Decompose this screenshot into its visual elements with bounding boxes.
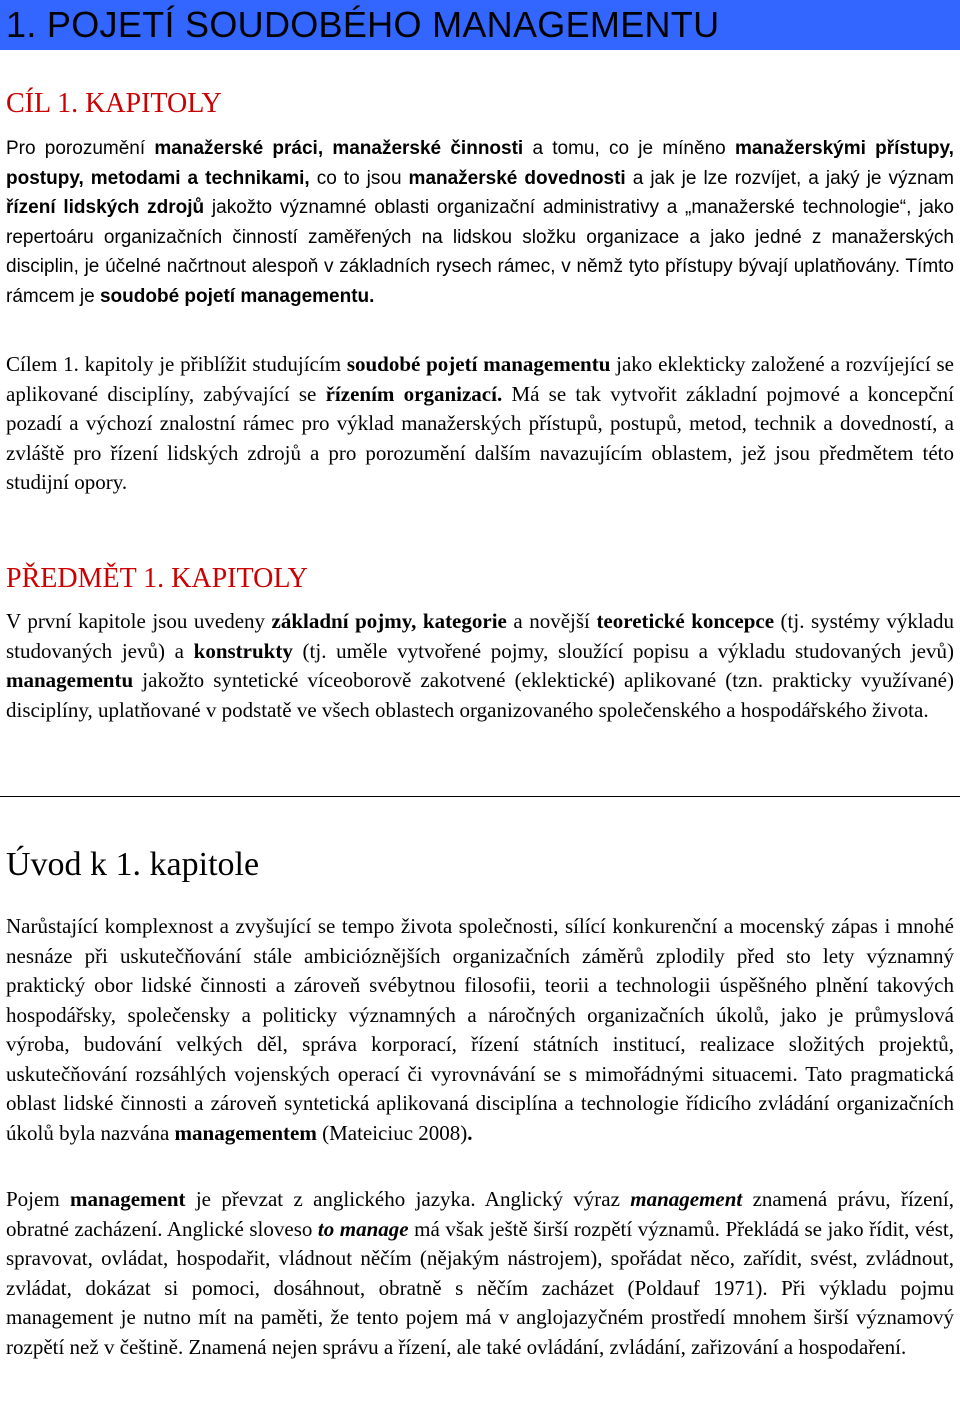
chapter-title: 1. POJETÍ SOUDOBÉHO MANAGEMENTU — [6, 4, 720, 45]
horizontal-divider — [0, 796, 960, 797]
chapter-banner — [0, 0, 960, 50]
intro-paragraph-1: Narůstající komplexnost a zvyšující se tempo života společnosti, sílící konkurenční a mocenský zápas i mnohé nesnáze při uskutečňování stále ambicióznějších organizačních záměrů zplodily před sto lety významný praktický obor lidské činnosti a zároveň svébytnou filosofii, teorii a technologii úspěšného plnění takových hospodářsky, společensky a politicky významných a náročných organizačních úkolů, jako je průmyslová výroba, budování velkých děl, správa korporací, řízení státních institucí, realizace složitých projektů, uskutečňování rozsáhlých vojenských operací či vyrovnávání se s mimořádnými situacemi. Tato pragmatická oblast lidské činnosti a zároveň syntetická aplikovaná disciplína a technologie řídicího zvládání organizačních úkolů byla nazvána managementem (Mateiciuc 2008). — [6, 914, 954, 1145]
goal-paragraph-1: Pro porozumění manažerské práci, manažerské činnosti a tomu, co je míněno manažerskými přístupy, postupy, metodami a technikami, co to jsou manažerské dovednosti a jak je lze rozvíjet, a jaký je význam řízení lidských zdrojů jakožto významné oblasti organizační administrativy a „manažerské technologie“, jako repertoáru organizačních činností zaměřených na lidskou složku organizace a jako jedné z manažerských disciplin, je účelné načrtnout alespoň v základních rysech rámec, v němž tyto přístupy bývají uplatňovány. Tímto rámcem je soudobé pojetí managementu. — [6, 138, 954, 307]
intro-heading: Úvod k 1. kapitole — [6, 846, 260, 883]
intro-paragraph-2: Pojem management je převzat z anglického jazyka. Anglický výraz management znamená právu, řízení, obratné zacházení. Anglické sloveso to manage má však ještě širší rozpětí významů. Překládá se jako řídit, vést, spravovat, ovládat, hospodařit, vládnout něčím (nějakým nástrojem), spořádat něco, zařídit, svést, zvládnout, zvládat, dokázat si pomoci, dosáhnout, obratně s něčím zacházet (Poldauf 1971). Při výkladu pojmu management je nutno mít na paměti, že tento pojem má v anglojazyčném prostředí mnohem širší významový rozpětí než v češtině. Znamená nejen správu a řízení, ale také ovládání, zvládání, zařizování a hospodaření. — [6, 1187, 955, 1359]
subject-paragraph: V první kapitole jsou uvedeny základní pojmy, kategorie a novější teoretické koncepce (tj. systémy výkladu studovaných jevů) a konstrukty (tj. uměle vytvořené pojmy, sloužící popisu a výkladu studovaných jevů) managementu jakožto syntetické víceoborově zakotvené (eklektické) aplikované (tzn. prakticky využívané) disciplíny, uplatňované v podstatě ve všech oblastech organizovaného společenského a hospodářského života. — [6, 609, 954, 722]
goal-paragraph-2: Cílem 1. kapitoly je přiblížit studujícím soudobé pojetí managementu jako eklekticky založené a rozvíjející se aplikované disciplíny, zabývající se řízením organizací. Má se tak vytvořit základní pojmové a koncepční pozadí a výchozí znalostní rámec pro výklad manažerských přístupů, postupů, metod, technik a dovedností, a zvláště pro řízení lidských zdrojů a pro porozumění dalším navazujícím oblastem, jež jsou předmětem této studijní opory. — [6, 352, 954, 494]
subject-heading: PŘEDMĚT 1. KAPITOLY — [6, 563, 308, 594]
goal-heading: CÍL 1. KAPITOLY — [6, 88, 222, 119]
